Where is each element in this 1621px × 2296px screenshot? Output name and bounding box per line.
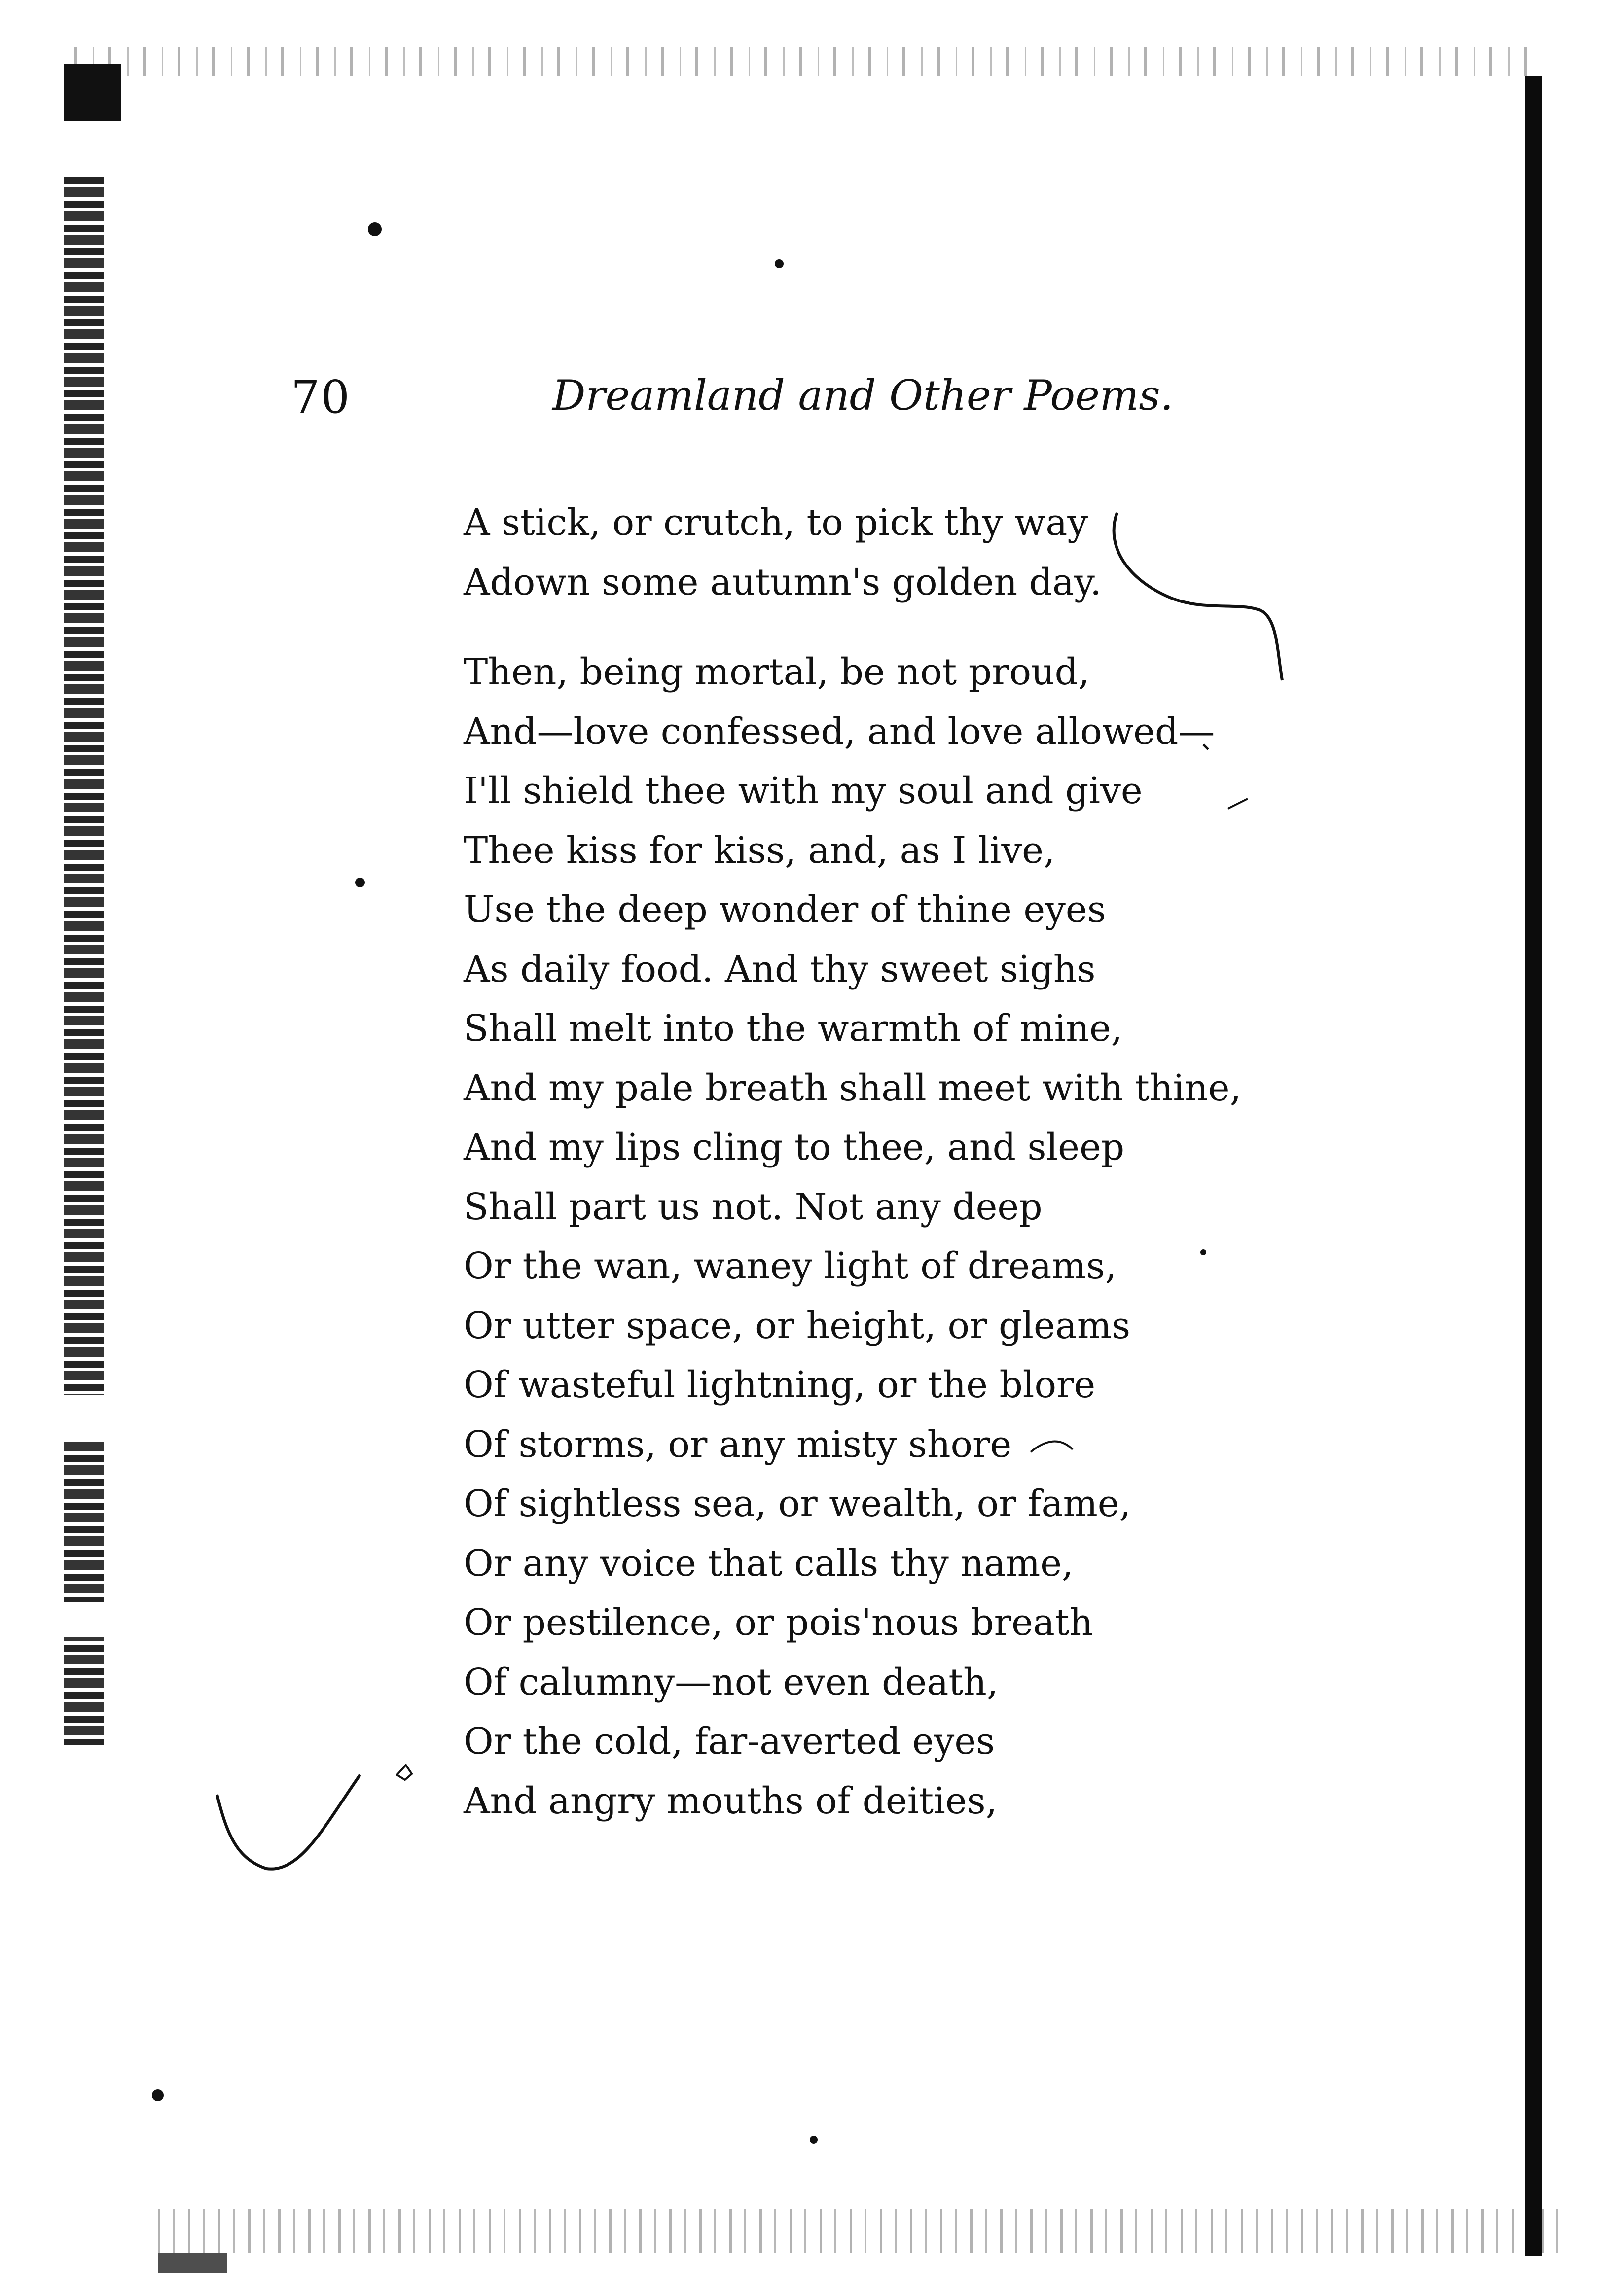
ink-spot <box>355 878 365 887</box>
ink-spot <box>775 259 784 268</box>
poem-line: Shall part us not. Not any deep <box>464 1185 1043 1228</box>
stanza <box>464 642 1241 1831</box>
poem-line: Of sightless sea, or wealth, or fame, <box>464 1483 1131 1525</box>
ink-spot <box>810 2136 818 2144</box>
poem-line: And angry mouths of deities, <box>464 1779 998 1822</box>
pencil-mark <box>397 1765 412 1780</box>
poem-line: Or the wan, waney light of dreams, <box>464 1245 1117 1287</box>
poem-line: And my pale breath shall meet with thine, <box>464 1066 1242 1109</box>
poem-line: Use the deep wonder of thine eyes <box>464 888 1106 931</box>
ink-spot <box>368 222 382 236</box>
poem-line: Of calumny—not even death, <box>464 1660 999 1703</box>
poem-line: Of wasteful lightning, or the blore <box>464 1364 1096 1406</box>
poem-line: Or any voice that calls thy name, <box>464 1542 1074 1585</box>
poem-line: I'll shield thee with my soul and give <box>464 770 1143 812</box>
poem-line: Thee kiss for kiss, and, as I live, <box>464 829 1055 872</box>
poem-line: Or the cold, far-averted eyes <box>464 1720 995 1763</box>
stanza <box>464 493 1241 612</box>
page-number: 70 <box>291 371 351 424</box>
poem-line: And my lips cling to thee, and sleep <box>464 1126 1125 1168</box>
poem-text <box>464 493 1241 1831</box>
ink-spot <box>152 2089 164 2101</box>
poem-line: And—love confessed, and love allowed— <box>464 710 1215 753</box>
poem-line: As daily food. And thy sweet sighs <box>464 948 1096 990</box>
poem-line: Then, being mortal, be not proud, <box>464 651 1090 693</box>
poem-line: Adown some autumn's golden day. <box>464 561 1102 603</box>
running-head: Dreamland and Other Poems. <box>552 371 1174 420</box>
poem-line: Or utter space, or height, or gleams <box>464 1304 1131 1347</box>
poem-line: Of storms, or any misty shore <box>464 1423 1012 1466</box>
poem-line: A stick, or crutch, to pick thy way <box>464 501 1088 544</box>
poem-line: Or pestilence, or pois'nous breath <box>464 1601 1093 1644</box>
poem-line: Shall melt into the warmth of mine, <box>464 1007 1123 1050</box>
pencil-curve-bottom <box>217 1775 360 1869</box>
